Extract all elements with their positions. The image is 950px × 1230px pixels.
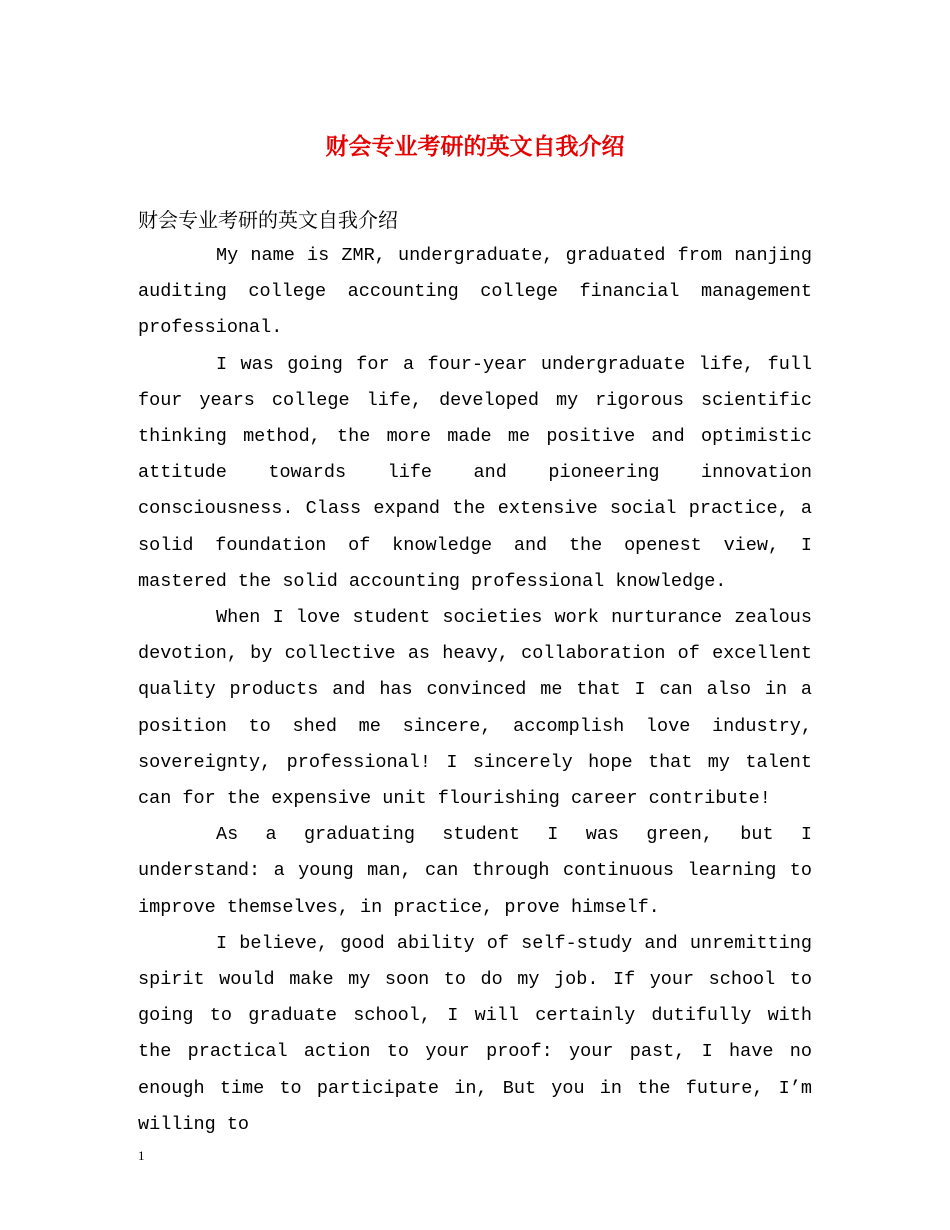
paragraph-student-societies: When I love student societies work nurturance zealous devotion, by collective as heavy, collaboration of excellent quality products and has convinced me that I can also in a position to shed me sincere, accomplish love industry, sovereignty, professional! I sincerely hope that my talent can for the expensive unit flourishing career contribute! [138,607,812,810]
page-number: 1 [138,1148,145,1163]
paragraph-introduction: My name is ZMR, undergraduate, graduated from nanjing auditing college accounting college financial management professional. [138,245,812,339]
document-body [138,238,812,1143]
paragraph-self-study: I believe, good ability of self-study and unremitting spirit would make my soon to do my job. If your school to going to graduate school, I will certainly dutifully with the practical action to your proof: your past, I have no enough time to participate in, But you in the future, I’m willing to [138,932,812,1135]
paragraph-college-life: I was going for a four-year undergraduate life, full four years college life, developed my rigorous scientific thinking method, the more made me positive and optimistic attitude towards life and pioneering innovation consciousness. Class expand the extensive social practice, a solid foundation of knowledge and the openest view, I mastered the solid accounting professional knowledge. [138,353,812,592]
document-subtitle: 财会专业考研的英文自我介绍 [138,208,398,232]
paragraph-graduating-student: As a graduating student I was green, but I understand: a young man, can through continuous learning to improve themselves, in practice, prove himself. [138,824,812,918]
document-title: 财会专业考研的英文自我介绍 [325,133,625,160]
